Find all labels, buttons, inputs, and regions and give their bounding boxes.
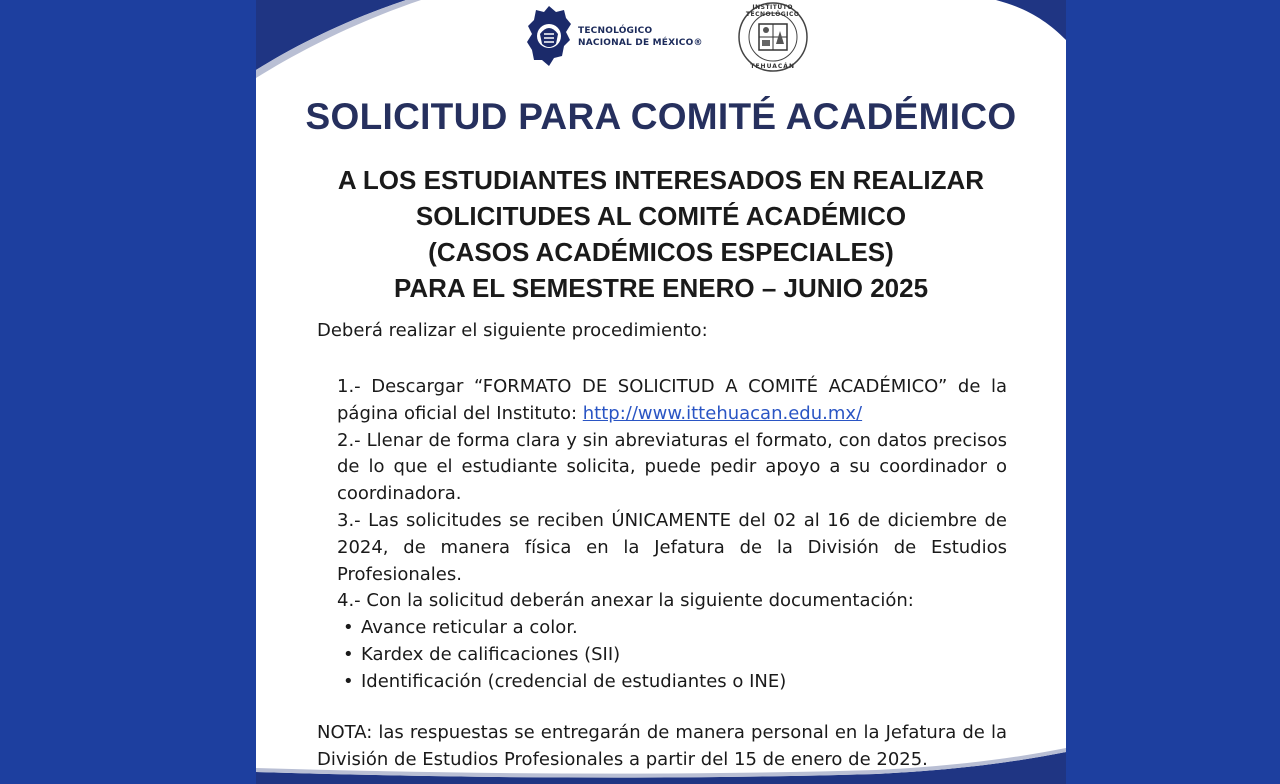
background-left bbox=[0, 0, 256, 784]
list-item: • Avance reticular a color. bbox=[335, 615, 1005, 642]
tecnm-emblem-icon bbox=[526, 4, 572, 70]
procedure-steps bbox=[337, 374, 1007, 696]
bottom-swoosh bbox=[256, 744, 1066, 784]
top-left-swoosh bbox=[256, 0, 436, 80]
subtitle-line: PARA EL SEMESTRE ENERO – JUNIO 2025 bbox=[393, 273, 929, 303]
subtitle-block bbox=[256, 162, 1066, 306]
institute-seal bbox=[733, 0, 813, 74]
required-documents-list bbox=[337, 615, 1007, 695]
subtitle-line: SOLICITUDES AL COMITÉ ACADÉMICO bbox=[415, 201, 907, 231]
seal-bottom-text: TEHUACÁN bbox=[750, 63, 795, 70]
announcement-poster bbox=[256, 0, 1066, 784]
tecnm-logo bbox=[526, 4, 703, 70]
header-logos bbox=[526, 0, 816, 74]
seal-top-text: INSTITUTO TECNOLÓGICO bbox=[745, 4, 800, 18]
page-title: SOLICITUD PARA COMITÉ ACADÉMICO bbox=[305, 96, 1017, 137]
list-item: • Kardex de calificaciones (SII) bbox=[335, 642, 1005, 669]
step-3: 3.- Las solicitudes se reciben ÚNICAMENTE del 02 al 16 de diciembre de 2024, de manera física en la Jefatura de la División de Estudios Profesionales. bbox=[337, 509, 1007, 585]
institute-website-link[interactable]: http://www.ittehuacan.edu.mx/ bbox=[582, 402, 863, 424]
step-2: 2.- Llenar de forma clara y sin abreviaturas el formato, con datos precisos de lo que el estudiante solicita, puede pedir apoyo a su coordinador o coordinadora. bbox=[337, 429, 1007, 505]
subtitle-line: A LOS ESTUDIANTES INTERESADOS EN REALIZAR bbox=[337, 165, 985, 195]
background-right bbox=[1066, 0, 1280, 784]
procedure-intro: Deberá realizar el siguiente procedimiento: bbox=[317, 320, 708, 341]
step-1-text: 1.- Descargar “FORMATO DE SOLICITUD A COMITÉ ACADÉMICO” de la página oficial del Instituto: bbox=[337, 376, 1007, 424]
step-4: 4.- Con la solicitud deberán anexar la siguiente documentación: bbox=[337, 590, 914, 612]
list-item: • Identificación (credencial de estudiantes o INE) bbox=[335, 669, 1005, 696]
note-paragraph: NOTA: las respuestas se entregarán de manera personal en la Jefatura de la División de Estudios Profesionales a partir del 15 de enero de 2025. bbox=[317, 722, 1007, 770]
tecnm-name: TECNOLÓGICO NACIONAL DE MÉXICO® bbox=[578, 26, 703, 48]
subtitle-line: (CASOS ACADÉMICOS ESPECIALES) bbox=[428, 237, 894, 267]
step-1 bbox=[337, 374, 1007, 428]
